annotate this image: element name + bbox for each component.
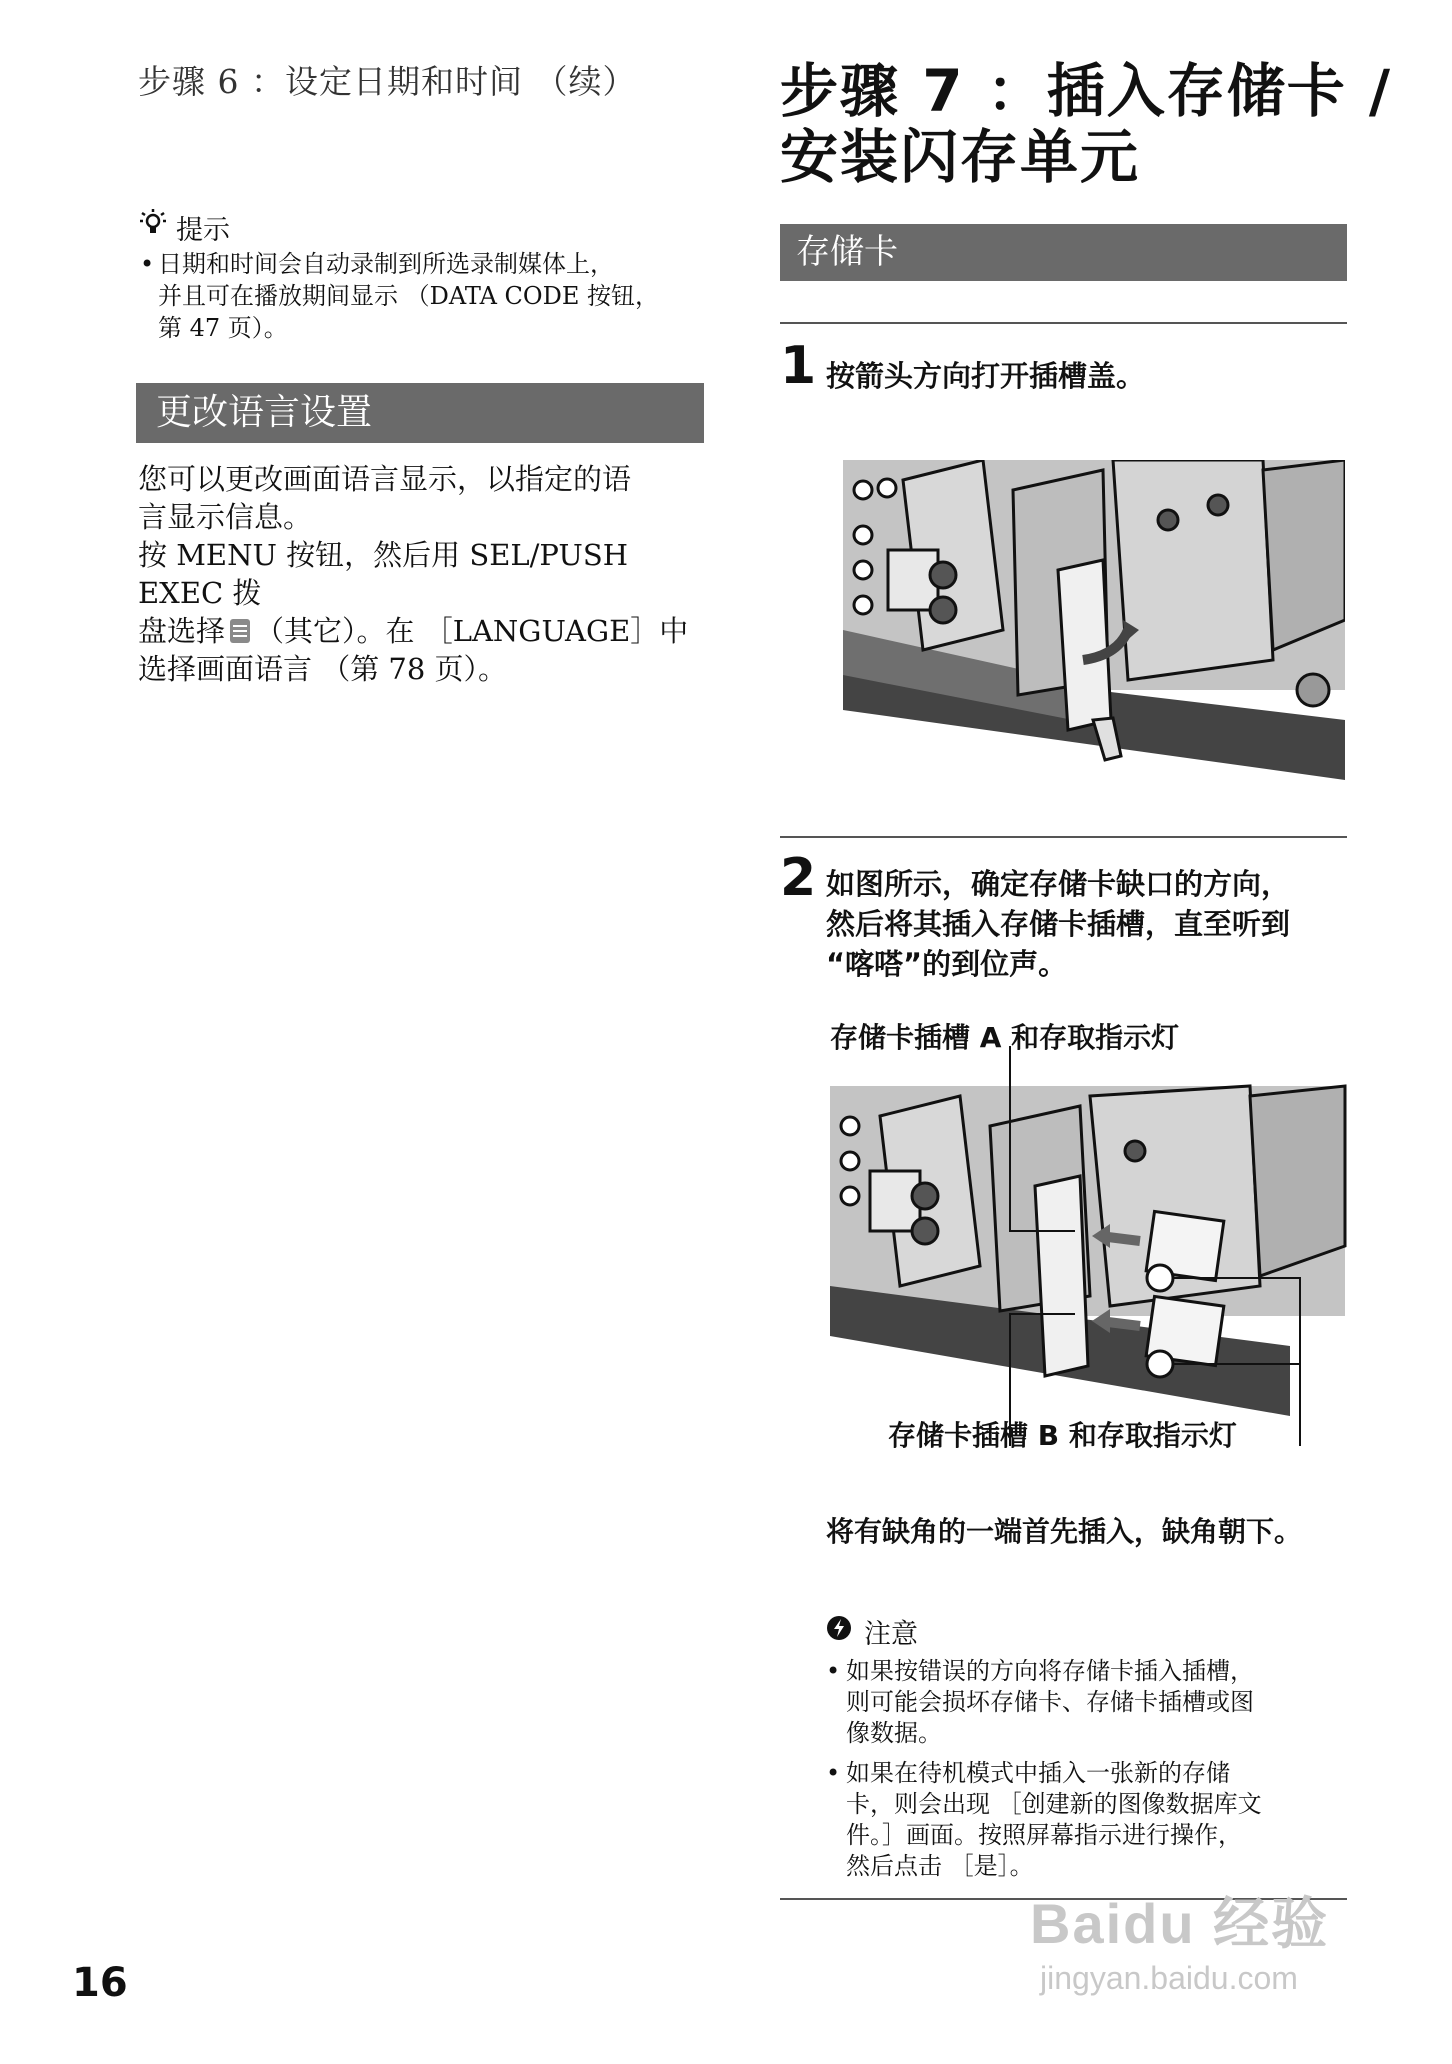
note-line: 然后点击 ［是］。 bbox=[846, 1852, 1034, 1880]
note-line: 如果按错误的方向将存储卡插入插槽， bbox=[846, 1657, 1254, 1685]
page-title-line: 安装闪存单元 bbox=[780, 123, 1141, 191]
note-bullet: • bbox=[826, 1759, 841, 1787]
tip-body bbox=[140, 248, 710, 344]
note-heading-label: 注意 bbox=[864, 1619, 918, 1650]
step2-line: 如图所示，确定存储卡缺口的方向， bbox=[826, 867, 1291, 901]
other-menu-icon bbox=[229, 616, 251, 644]
page-title bbox=[780, 58, 1392, 190]
note-bullet: • bbox=[826, 1657, 841, 1685]
slot-a-label: 存储卡插槽 A 和存取指示灯 bbox=[830, 1021, 1180, 1054]
step2-text bbox=[826, 864, 1290, 984]
step2-number: 2 bbox=[780, 848, 817, 908]
language-paragraph-line: 言显示信息。 bbox=[138, 500, 313, 534]
slot-b-label: 存储卡插槽 B 和存取指示灯 bbox=[888, 1419, 1237, 1452]
page-title-line: 步骤 7 ：插入存储卡 / bbox=[780, 57, 1393, 125]
tip-line: 日期和时间会自动录制到所选录制媒体上， bbox=[158, 250, 614, 278]
note-item bbox=[826, 1656, 1346, 1749]
language-paragraph-line: 选择画面语言 （第 78 页）。 bbox=[138, 652, 508, 686]
note-line: 卡，则会出现 ［创建新的图像数据库文 bbox=[846, 1790, 1262, 1818]
step2-line: 然后将其插入存储卡插槽，直至听到 bbox=[826, 907, 1291, 941]
tip-text bbox=[158, 248, 710, 344]
tip-line: 并且可在播放期间显示 （DATA CODE 按钮， bbox=[158, 282, 659, 310]
note-item bbox=[826, 1758, 1346, 1882]
language-paragraph-line: 您可以更改画面语言显示，以指定的语 bbox=[138, 462, 632, 496]
tip-heading bbox=[140, 208, 230, 247]
note-line: 如果在待机模式中插入一张新的存储 bbox=[846, 1759, 1230, 1787]
note-item-text bbox=[846, 1656, 1346, 1749]
language-section-heading: 更改语言设置 bbox=[136, 383, 704, 443]
language-text: 盘选择 bbox=[138, 614, 226, 648]
language-paragraph-line: 按 MENU 按钮，然后用 SEL/PUSH EXEC 拨 bbox=[138, 538, 628, 610]
step2-divider bbox=[780, 836, 1347, 838]
note-line: 像数据。 bbox=[846, 1719, 942, 1747]
lightbulb-icon bbox=[140, 209, 166, 246]
memory-card-heading: 存储卡 bbox=[780, 224, 1347, 281]
watermark-main: Baidu 经验 bbox=[1030, 1892, 1330, 1955]
note-line: 则可能会损坏存储卡、存储卡插槽或图 bbox=[846, 1688, 1254, 1716]
tip-bullet: • bbox=[140, 250, 155, 278]
note-heading bbox=[826, 1612, 918, 1651]
language-text: （其它）。在 ［LANGUAGE］中 bbox=[255, 614, 689, 648]
figure-insert-card bbox=[830, 1046, 1350, 1446]
tip-line: 第 47 页）。 bbox=[158, 314, 288, 342]
note-item-text bbox=[846, 1758, 1346, 1882]
page-number: 16 bbox=[72, 1960, 128, 2006]
figure-open-slot-cover bbox=[843, 460, 1345, 780]
watermark-sub: jingyan.baidu.com bbox=[1040, 1960, 1298, 1996]
language-section-body bbox=[138, 460, 706, 688]
step2-line: “喀嗒”的到位声。 bbox=[826, 947, 1068, 981]
running-head: 步骤 6 ：设定日期和时间 （续） bbox=[138, 62, 637, 101]
note-line: 件。］画面。按照屏幕指示进行操作， bbox=[846, 1821, 1242, 1849]
caution-icon bbox=[826, 1615, 852, 1648]
step1-number: 1 bbox=[780, 336, 817, 396]
baidu-watermark bbox=[1030, 1880, 1329, 1997]
notch-instruction: 将有缺角的一端首先插入，缺角朝下。 bbox=[826, 1515, 1303, 1548]
step1-divider bbox=[780, 322, 1347, 324]
step1-text: 按箭头方向打开插槽盖。 bbox=[826, 359, 1146, 393]
tip-heading-label: 提示 bbox=[176, 215, 230, 246]
language-paragraph-line bbox=[138, 612, 706, 650]
